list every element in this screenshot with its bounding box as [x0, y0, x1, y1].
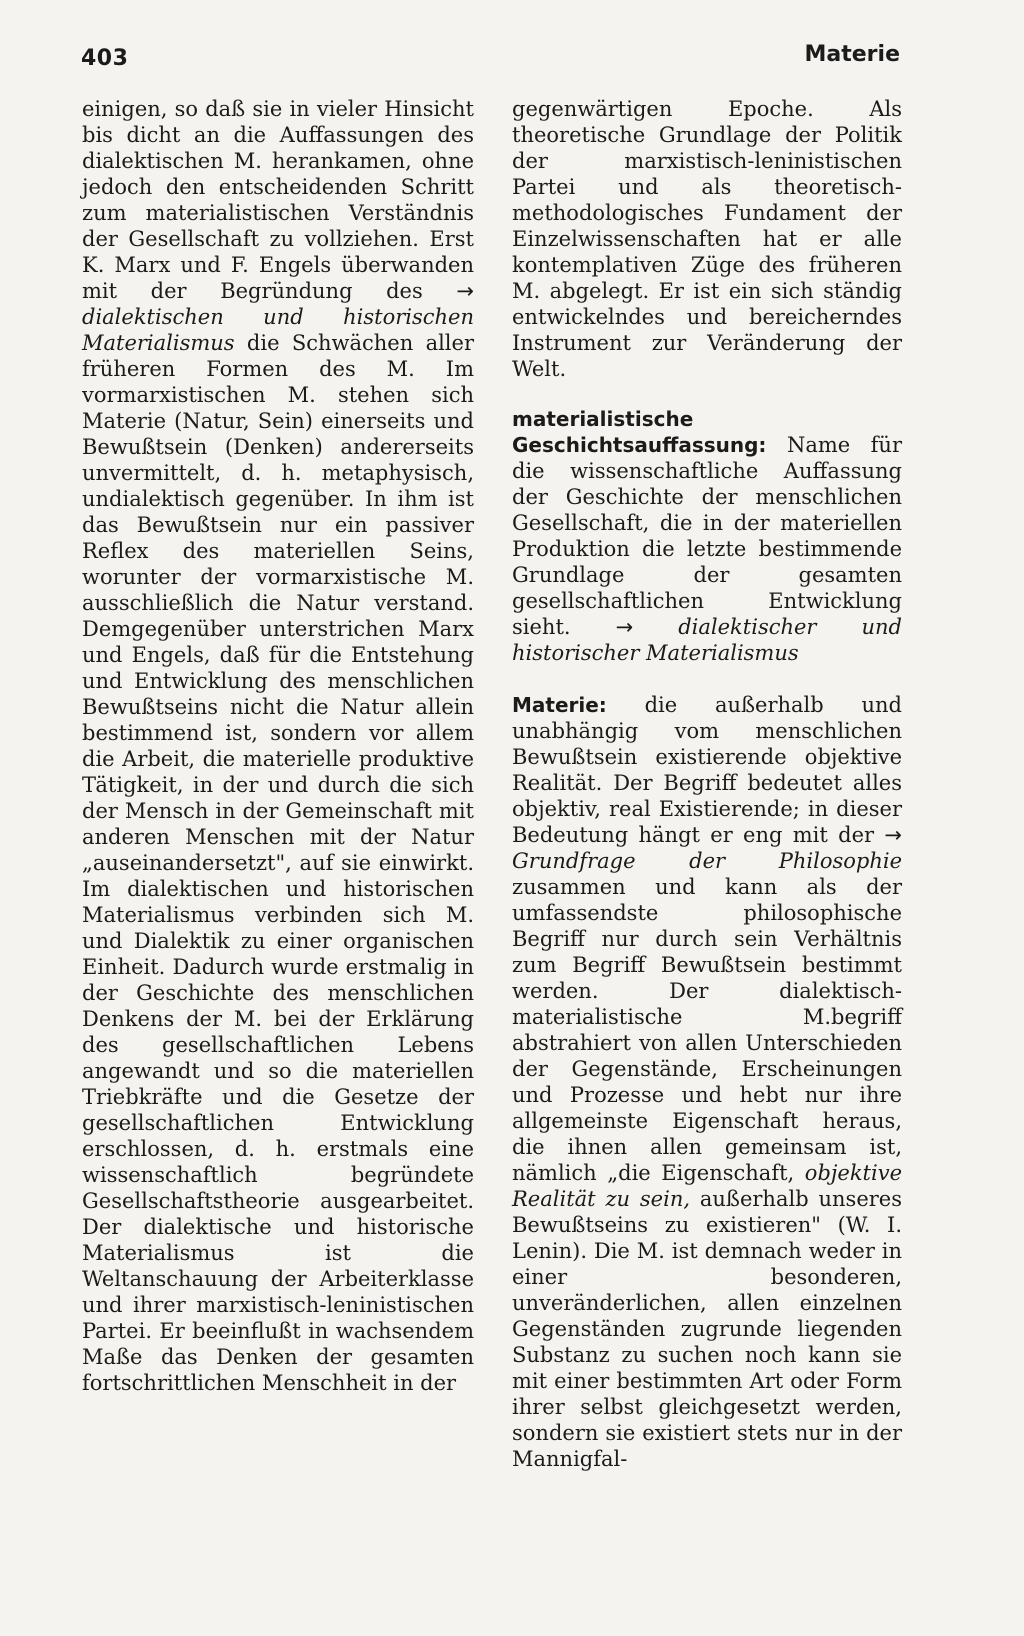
right-column — [512, 96, 902, 1472]
left-text-a: einigen, so daß sie in vieler Hinsicht bis dicht an die Auffassungen des dialektischen M. herankamen, ohne jedoch den entscheidenden Schritt zum materialistischen Verständnis der Gesellschaft zu vollziehen. Erst K. Marx und F. Engels überwanden mit der Begründung des — [82, 97, 474, 303]
left-column — [82, 96, 474, 1396]
page-number: 403 — [81, 46, 129, 71]
entry2-text-a: die außerhalb und unabhängig vom menschlichen Bewußtsein existierende objektive Realität. Der Begriff bedeutet alles objektiv, real Existierende; in dieser Bedeutung hängt er eng mit der — [512, 693, 902, 847]
left-paragraph — [82, 96, 474, 1396]
cross-reference-arrow-icon: → — [884, 823, 902, 847]
cross-reference-dialektischer-materialismus[interactable]: dialektischer und historischer Materialismus — [512, 615, 902, 665]
running-head: Materie — [804, 42, 900, 67]
entry2-text-b: zusammen und kann als der umfassendste philosophische Begriff nur durch sein Verhältnis zum Begriff Bewußtsein bestimmt werden. Der dialektisch-materialistische M.begriff abstrahiert von allen Unterschieden der Gegenstände, Erscheinungen und Prozesse und hebt nur ihre allgemeinste Eigenschaft heraus, die ihnen allen gemeinsam ist, nämlich „die Eigenschaft, — [512, 875, 902, 1185]
cross-reference-arrow-icon: → — [456, 279, 474, 303]
entry-materialistische-geschichtsauffassung — [512, 406, 902, 666]
entry2-emphasis: objektive Realität zu sein, — [512, 1161, 902, 1211]
cross-reference-dialektischen-materialismus[interactable]: dialektischen und historischen Materialismus — [82, 305, 474, 355]
headword-geschichtsauffassung: materialistische Geschichtsauffassung: — [512, 407, 767, 457]
right-paragraph-continuation: gegenwärtigen Epoche. Als theoretische Grundlage der Politik der marxistisch-leninistischen Partei und als theoretisch-methodologisches Fundament der Einzelwissenschaften hat er alle kontemplativen Züge des früheren M. abgelegt. Er ist ein sich ständig entwickelndes und bereicherndes Instrument zur Veränderung der Welt. — [512, 97, 902, 381]
headword-materie: Materie: — [512, 693, 607, 717]
cross-reference-arrow-icon: → — [615, 615, 634, 639]
entry-materie — [512, 692, 902, 1472]
entry1-definition: Name für die wissenschaftliche Auffassung der Geschichte der menschlichen Gesellschaft, die in der materiellen Produktion die letzte bestimmende Grundlage der gesamten gesellschaftlichen Entwicklung sieht. — [512, 433, 902, 639]
entry2-text-c: außerhalb unseres Bewußtseins zu existieren" (W. I. Lenin). Die M. ist demnach weder in einer besonderen, unveränderlichen, allen einzelnen Gegenständen zugrunde liegenden Substanz zu suchen noch kann sie mit einer bestimmten Art oder Form ihrer selbst gleichgesetzt werden, sondern sie existiert stets nur in der Mannigfal- — [512, 1187, 902, 1471]
cross-reference-grundfrage-der-philosophie[interactable]: Grundfrage der Philosophie — [512, 849, 902, 873]
left-text-b: die Schwächen aller früheren Formen des M. Im vormarxistischen M. stehen sich Materie (Natur, Sein) einerseits und Bewußtsein (Denken) andererseits unvermittelt, d. h. metaphysisch, undialektisch gegenüber. In ihm ist das Bewußtsein nur ein passiver Reflex des materiellen Seins, worunter der vormarxistische M. ausschließlich die Natur verstand. Demgegenüber unterstrichen Marx und Engels, daß für die Entstehung und Entwicklung des menschlichen Bewußtseins nicht die Natur allein bestimmend ist, sondern vor allem die Arbeit, die materielle produktive Tätigkeit, in der und durch die sich der Mensch in der Gemeinschaft mit anderen Menschen mit der Natur „auseinandersetzt", auf sie einwirkt. Im dialektischen und historischen Materialismus verbinden sich M. und Dialektik zu einer organischen Einheit. Dadurch wurde erstmalig in der Geschichte des menschlichen Denkens der M. bei der Erklärung des gesellschaftlichen Lebens angewandt und so die materiellen Triebkräfte und die Gesetze der gesellschaftlichen Entwicklung erschlossen, d. h. erstmals eine wissenschaftlich begründete Gesellschaftstheorie ausgearbeitet. Der dialektische und historische Materialismus ist die Weltanschauung der Arbeiterklasse und ihrer marxistisch-leninistischen Partei. Er beeinflußt in wachsendem Maße das Denken der gesamten fortschrittlichen Menschheit in der — [82, 331, 474, 1395]
